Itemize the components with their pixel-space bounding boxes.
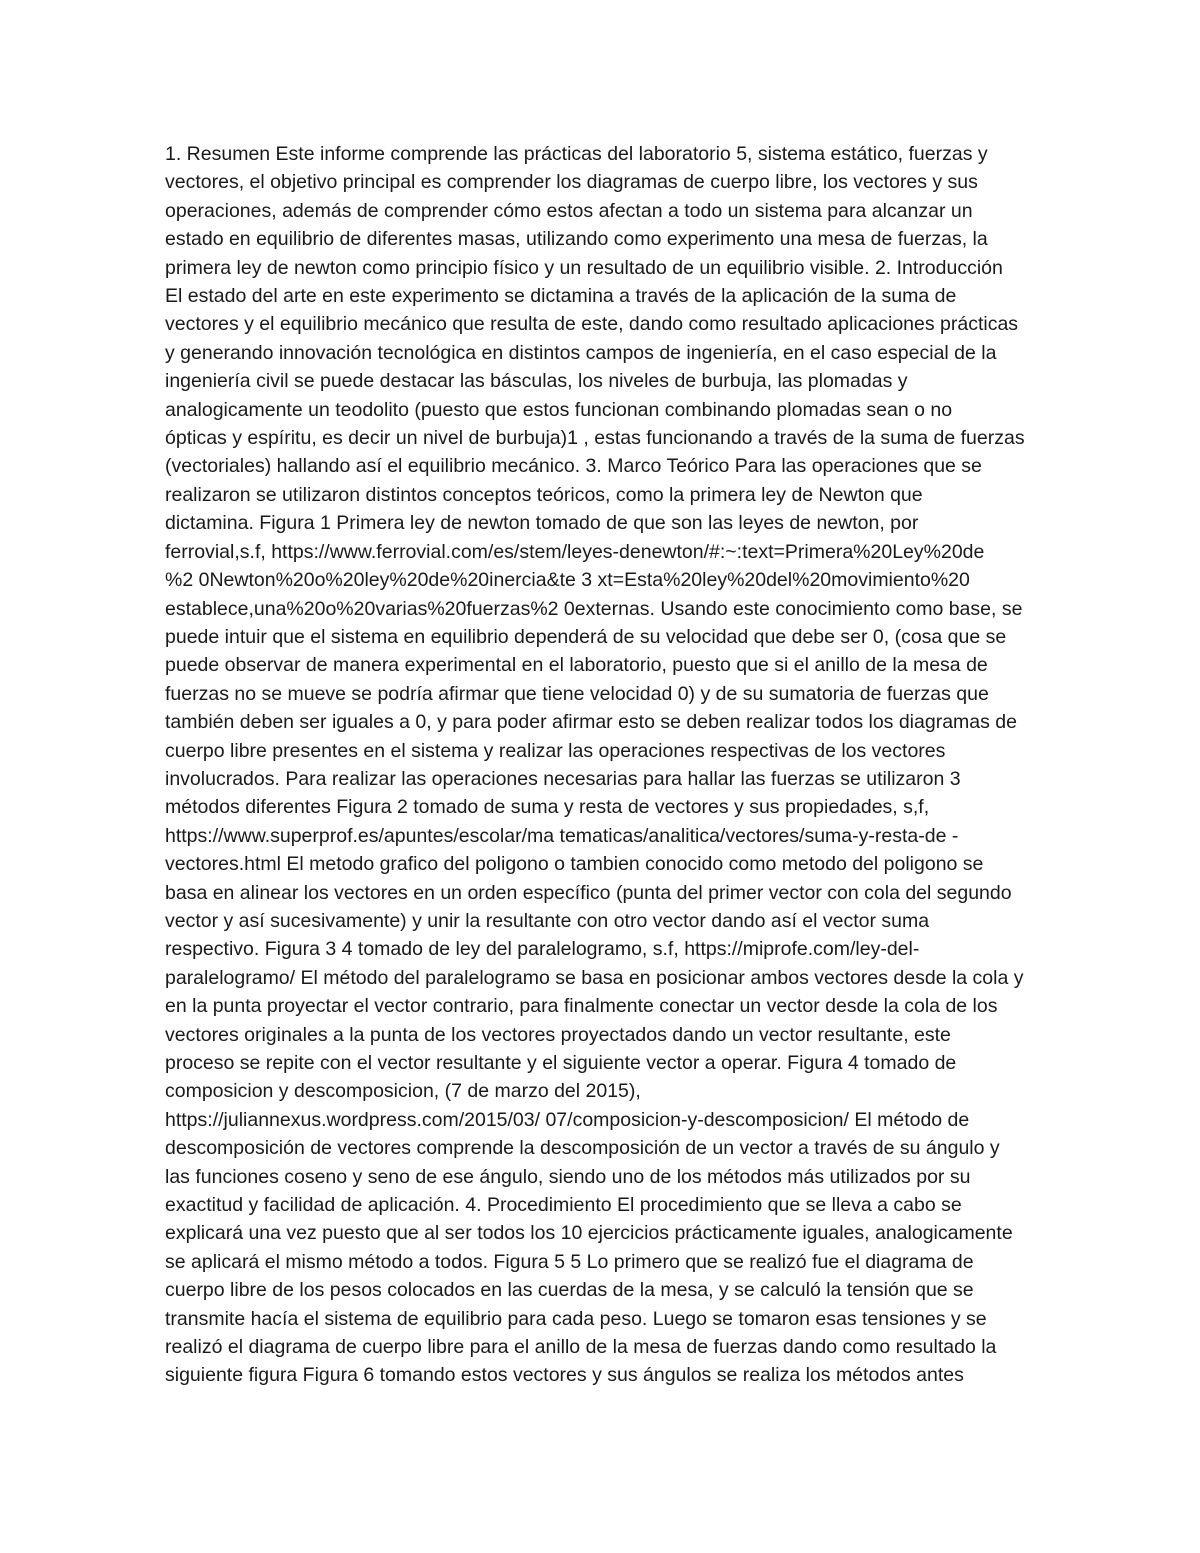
text-line: realizaron se utilizaron distintos conceptos teóricos, como la primera ley de Newton que: [165, 483, 923, 506]
text-line: composicion y descomposicion, (7 de marzo del 2015),: [165, 1080, 641, 1103]
text-line: involucrados. Para realizar las operaciones necesarias para hallar las fuerzas se utilizaron 3: [165, 767, 961, 790]
text-line: en la punta proyectar el vector contrario, para finalmente conectar un vector desde la cola de los: [165, 995, 998, 1018]
text-line: cuerpo libre presentes en el sistema y realizar las operaciones respectivas de los vectores: [165, 739, 946, 762]
text-line: vectores y el equilibrio mecánico que resulta de este, dando como resultado aplicaciones prácticas: [165, 313, 1019, 336]
text-line: siguiente figura Figura 6 tomando estos vectores y sus ángulos se realiza los métodos antes: [165, 1364, 964, 1387]
text-line: ingeniería civil se puede destacar las básculas, los niveles de burbuja, las plomadas y: [165, 370, 908, 393]
text-line: respectivo. Figura 3 4 tomado de ley del paralelogramo, s.f, https://miprofe.com/ley-del-: [165, 938, 920, 961]
text-line: analogicamente un teodolito (puesto que estos funcionan combinando plomadas sean o no: [165, 398, 953, 421]
text-line: dictamina. Figura 1 Primera ley de newton tomado de que son las leyes de newton, por: [165, 512, 919, 535]
text-line: %2 0Newton%20o%20ley%20de%20inercia&te 3 xt=Esta%20ley%20del%20movimiento%20: [165, 569, 970, 592]
text-line: se aplicará el mismo método a todos. Figura 5 5 Lo primero que se realizó fue el diagrama de: [165, 1250, 974, 1273]
text-line: 1. Resumen Este informe comprende las prácticas del laboratorio 5, sistema estático, fuerzas y: [165, 143, 988, 165]
text-line: https://juliannexus.wordpress.com/2015/03/ 07/composicion-y-descomposicion/ El método de: [165, 1108, 970, 1131]
text-line: establece,una%20o%20varias%20fuerzas%2 0externas. Usando este conocimiento como base, se: [165, 597, 1023, 620]
text-line: ferrovial,s.f, https://www.ferrovial.com/es/stem/leyes-denewton/#:~:text=Primera%20Ley%20de: [165, 540, 985, 563]
text-line: https://www.superprof.es/apuntes/escolar/ma tematicas/analitica/vectores/suma-y-resta-de -: [165, 824, 959, 847]
text-line: basa en alinear los vectores en un orden específico (punta del primer vector con cola del segundo: [165, 881, 1012, 904]
text-line: cuerpo libre de los pesos colocados en las cuerdas de la mesa, y se calculó la tensión que se: [165, 1279, 974, 1302]
text-line: puede intuir que el sistema en equilibrio dependerá de su velocidad que debe ser 0, (cosa que se: [165, 625, 1007, 648]
text-line: transmite hacía el sistema de equilibrio para cada peso. Luego se tomaron esas tensiones y se: [165, 1307, 987, 1330]
text-line: explicará una vez puesto que al ser todos los 10 ejercicios prácticamente iguales, analogicamente: [165, 1222, 1013, 1245]
text-line: proceso se repite con el vector resultante y el siguiente vector a operar. Figura 4 tomado de: [165, 1052, 957, 1074]
text-line: estado en equilibrio de diferentes masas, utilizando como experimento una mesa de fuerzas, la: [165, 228, 988, 251]
document-body-text: [165, 140, 1040, 1390]
text-line: también deben ser iguales a 0, y para poder afirmar esto se deben realizar todos los diagramas de: [165, 711, 1017, 734]
text-line: realizó el diagrama de cuerpo libre para el anillo de la mesa de fuerzas dando como resultado la: [165, 1336, 997, 1359]
text-line: y generando innovación tecnológica en distintos campos de ingeniería, en el caso especial de la: [165, 341, 997, 364]
text-line: vector y así sucesivamente) y unir la resultante con otro vector dando así el vector suma: [165, 909, 930, 932]
text-line: (vectoriales) hallando así el equilibrio mecánico. 3. Marco Teórico Para las operaciones que se: [165, 455, 982, 478]
text-line: las funciones coseno y seno de ese ángulo, siendo uno de los métodos más utilizados por su: [165, 1165, 971, 1188]
text-line: exactitud y facilidad de aplicación. 4. Procedimiento El procedimiento que se lleva a cabo se: [165, 1194, 962, 1217]
text-line: métodos diferentes Figura 2 tomado de suma y resta de vectores y sus propiedades, s,f,: [165, 796, 930, 819]
text-line: operaciones, además de comprender cómo estos afectan a todo un sistema para alcanzar un: [165, 199, 973, 222]
text-line: vectores.html El metodo grafico del poligono o tambien conocido como metodo del poligono se: [165, 853, 984, 876]
text-line: primera ley de newton como principio físico y un resultado de un equilibrio visible. 2. Introducción: [165, 256, 1003, 279]
text-line: fuerzas no se mueve se podría afirmar que tiene velocidad 0) y de su sumatoria de fuerzas que: [165, 682, 989, 705]
text-line: ópticas y espíritu, es decir un nivel de burbuja)1 , estas funcionando a través de la suma de fuerzas: [165, 427, 1025, 450]
text-line: descomposición de vectores comprende la descomposición de un vector a través de su ángulo y: [165, 1137, 1000, 1160]
text-line: vectores, el objetivo principal es comprender los diagramas de cuerpo libre, los vectores y sus: [165, 171, 978, 194]
text-line: vectores originales a la punta de los vectores proyectados dando un vector resultante, este: [165, 1023, 951, 1046]
text-line: puede observar de manera experimental en el laboratorio, puesto que si el anillo de la mesa de: [165, 654, 988, 677]
text-line: paralelogramo/ El método del paralelogramo se basa en posicionar ambos vectores desde la cola y: [165, 966, 1024, 989]
text-line: El estado del arte en este experimento se dictamina a través de la aplicación de la suma de: [165, 285, 957, 308]
